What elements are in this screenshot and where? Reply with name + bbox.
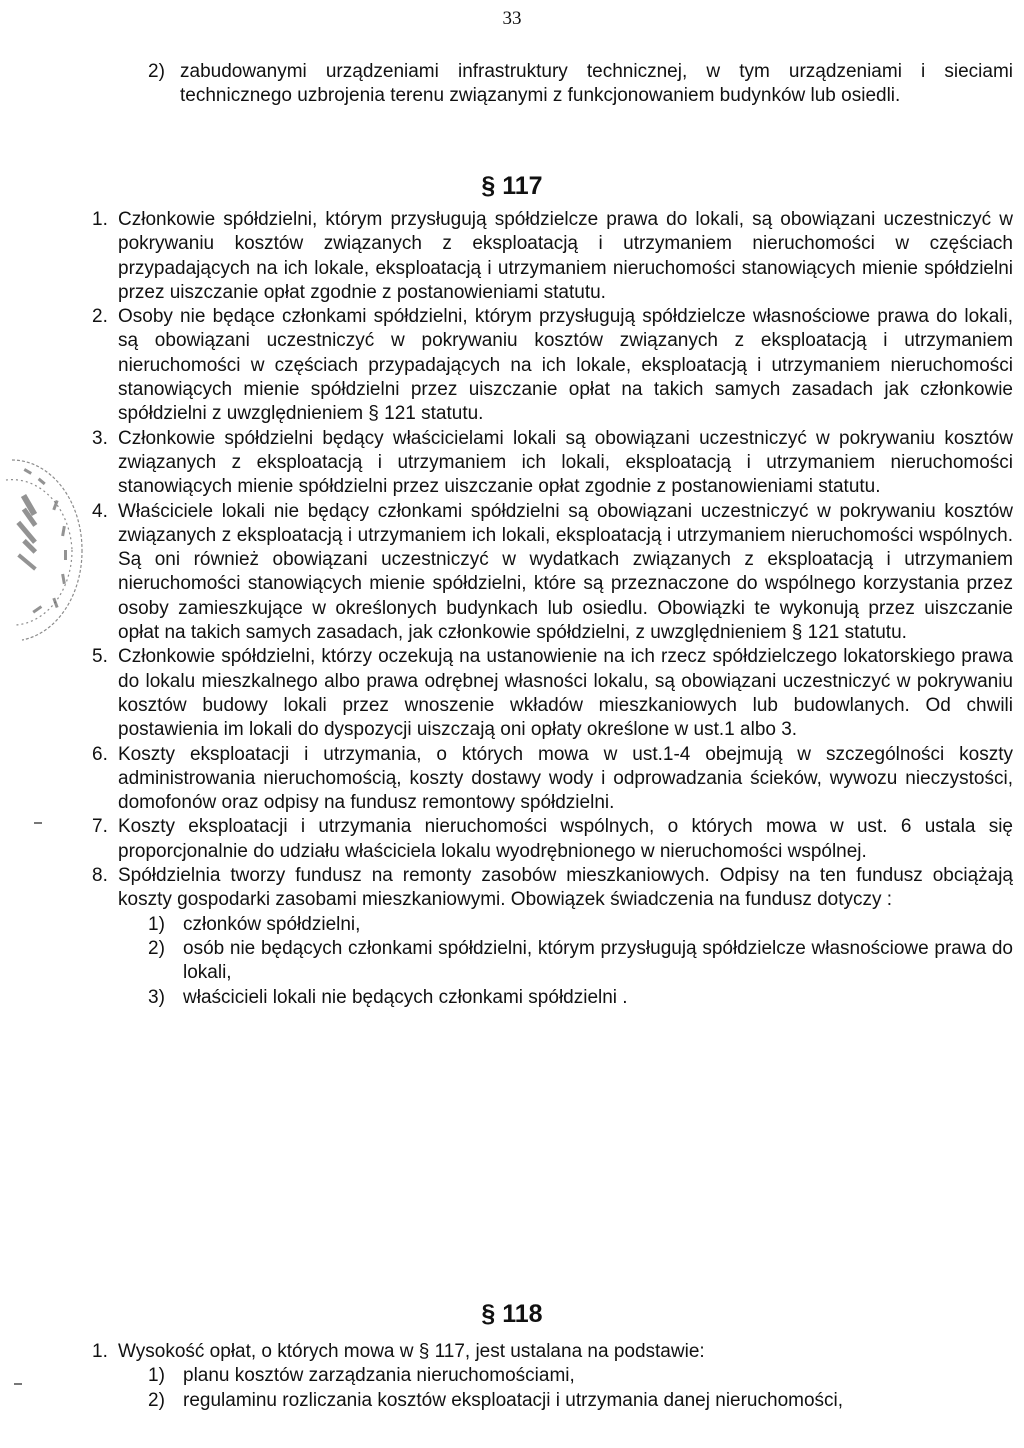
section-117-heading: § 117	[481, 172, 543, 200]
sub-item-number: 2)	[148, 1389, 165, 1411]
sub-item-text: członków spółdzielni,	[183, 913, 361, 935]
sub-item-number: 1)	[148, 913, 165, 935]
section-118-body	[78, 1340, 1013, 1413]
section-117-body	[78, 208, 1013, 1010]
list-item-5	[78, 645, 1013, 742]
item-text: Członkowie spółdzielni, którym przysługują spółdzielcze prawa do lokali, są obowiązani uczestniczyć w pokrywaniu kosztów związanych z eksploatacją i utrzymaniem nieruchomości w częściach przypadających na ich lokale, eksploatacją i utrzymaniem nieruchomości stanowiących mienie spółdzielni przez uiszczanie opłat zgodnie z postanowieniami statutu.	[118, 209, 1013, 303]
list-item-6	[78, 743, 1013, 816]
item-text: Właściciele lokali nie będący członkami spółdzielni są obowiązani uczestniczyć w pokrywaniu kosztów związanych z eksploatacją i utrzymaniem ich lokali, eksploatacją i utrzymaniem nieruchomości wspólnych. Są oni również obowiązani uczestniczyć w wydatkach związanych z eksploatacją i utrzymaniem nieruchomości stanowiących mienie spółdzielni, które są przeznaczone do wspólnego korzystania przez osoby zamieszkujące w określonych budynkach lub osiedlu. Obowiązki te wykonują przez uiszczanie opłat na takich samych zasadach, jak członkowie spółdzielni, z uwzględnieniem § 121 statutu.	[118, 500, 1013, 644]
item-text: Członkowie spółdzielni będący właścicielami lokali są obowiązani uczestniczyć w pokrywaniu kosztów związanych z eksploatacją i utrzymaniem ich lokali, eksploatacją i utrzymaniem nieruchomości stanowiących mienie spółdzielni przez uiszczanie opłat zgodnie z postanowieniami statutu.	[118, 427, 1013, 498]
item-number: 5.	[92, 646, 108, 668]
item-number: 1.	[92, 1341, 108, 1362]
sub-item-number: 1)	[148, 1365, 165, 1387]
item-number: 7.	[92, 816, 108, 838]
section-118-heading: § 118	[481, 1300, 543, 1328]
item-text: Spółdzielnia tworzy fundusz na remonty zasobów mieszkaniowych. Odpisy na ten fundusz obciążają koszty gospodarki zasobami mieszkaniowymi. Obowiązek świadczenia na fundusz dotyczy :	[118, 865, 1013, 911]
list-item-3	[78, 427, 1013, 500]
item-text: Koszty eksploatacji i utrzymania, o których mowa w ust.1-4 obejmują w szczególności koszty administrowania nieruchomością, koszty dostawy wody i odprowadzania ścieków, wywozu nieczystości, domofonów oraz odpisy na fundusz remontowy spółdzielni.	[118, 743, 1013, 814]
sub-item-text: planu kosztów zarządzania nieruchomościami,	[183, 1365, 575, 1387]
list-item	[148, 60, 1013, 109]
intro-number: 2)	[148, 61, 165, 82]
sub-list-item-2	[148, 1389, 1013, 1413]
item-number: 2.	[92, 306, 108, 328]
item-number: 3.	[92, 427, 108, 449]
item-number: 6.	[92, 743, 108, 765]
sub-item-number: 2)	[148, 937, 165, 959]
list-item-2	[78, 305, 1013, 426]
stray-mark	[34, 822, 42, 824]
item-text: Koszty eksploatacji i utrzymania nieruchomości wspólnych, o których mowa w ust. 6 ustala się proporcjonalnie do udziału właściciela lokalu wyodrębnionego w nieruchomości wspólnej.	[118, 816, 1013, 862]
page-number: 33	[502, 8, 522, 29]
item-text: Wysokość opłat, o których mowa w § 117, jest ustalana na podstawie:	[118, 1341, 705, 1362]
list-item-1	[78, 1340, 1013, 1364]
sub-item-text: właścicieli lokali nie będących członkami spółdzielni .	[183, 986, 628, 1008]
item-text: Członkowie spółdzielni, którzy oczekują na ustanowienie na ich rzecz spółdzielczego lokatorskiego prawa do lokalu mieszkalnego albo prawa odrębnej własności lokalu, są obowiązani uczestniczyć w pokrywaniu kosztów budowy lokali przez wnoszenie wkładów mieszkaniowych lub budowlanych. Od chwili postawienia im lokali do dyspozycji uiszczają oni opłaty określone w ust.1 albo 3.	[118, 646, 1013, 741]
item-text: Osoby nie będące członkami spółdzielni, którym przysługują spółdzielcze własnościowe prawa do lokali, są obowiązani uczestniczyć w pokrywaniu kosztów związanych z eksploatacją i utrzymaniem nieruchomości w częściach przypadających na ich lokale, eksploatacją i utrzymaniem nieruchomości stanowiących mienie spółdzielni przez uiszczanie opłat na takich samych zasadach jak członkowie spółdzielni z uwzględnieniem § 121 statutu.	[118, 306, 1013, 425]
sub-list-item-1	[148, 913, 1013, 937]
item-number: 8.	[92, 865, 108, 887]
intro-text: zabudowanymi urządzeniami infrastruktury technicznej, w tym urządzeniami i sieciami technicznego uzbrojenia terenu związanymi z funkcjonowaniem budynków lub osiedli.	[180, 61, 1013, 107]
stray-mark	[14, 1383, 22, 1385]
circular-seal-stamp-icon	[2, 440, 86, 660]
intro-paragraph	[148, 60, 1013, 109]
list-item-1	[78, 208, 1013, 305]
sub-list-item-3	[148, 986, 1013, 1010]
item-number: 1.	[92, 209, 108, 230]
list-item-4	[78, 500, 1013, 646]
item-number: 4.	[92, 500, 108, 522]
list-item-8	[78, 864, 1013, 913]
sub-item-text: osób nie będących członkami spółdzielni, którym przysługują spółdzielcze własnościowe prawa do lokali,	[183, 937, 1013, 984]
sub-item-number: 3)	[148, 986, 165, 1008]
sub-list-item-1	[148, 1364, 1013, 1388]
list-item-7	[78, 815, 1013, 864]
sub-item-text: regulaminu rozliczania kosztów eksploatacji i utrzymania danej nieruchomości,	[183, 1389, 844, 1411]
sub-list-item-2	[148, 937, 1013, 986]
